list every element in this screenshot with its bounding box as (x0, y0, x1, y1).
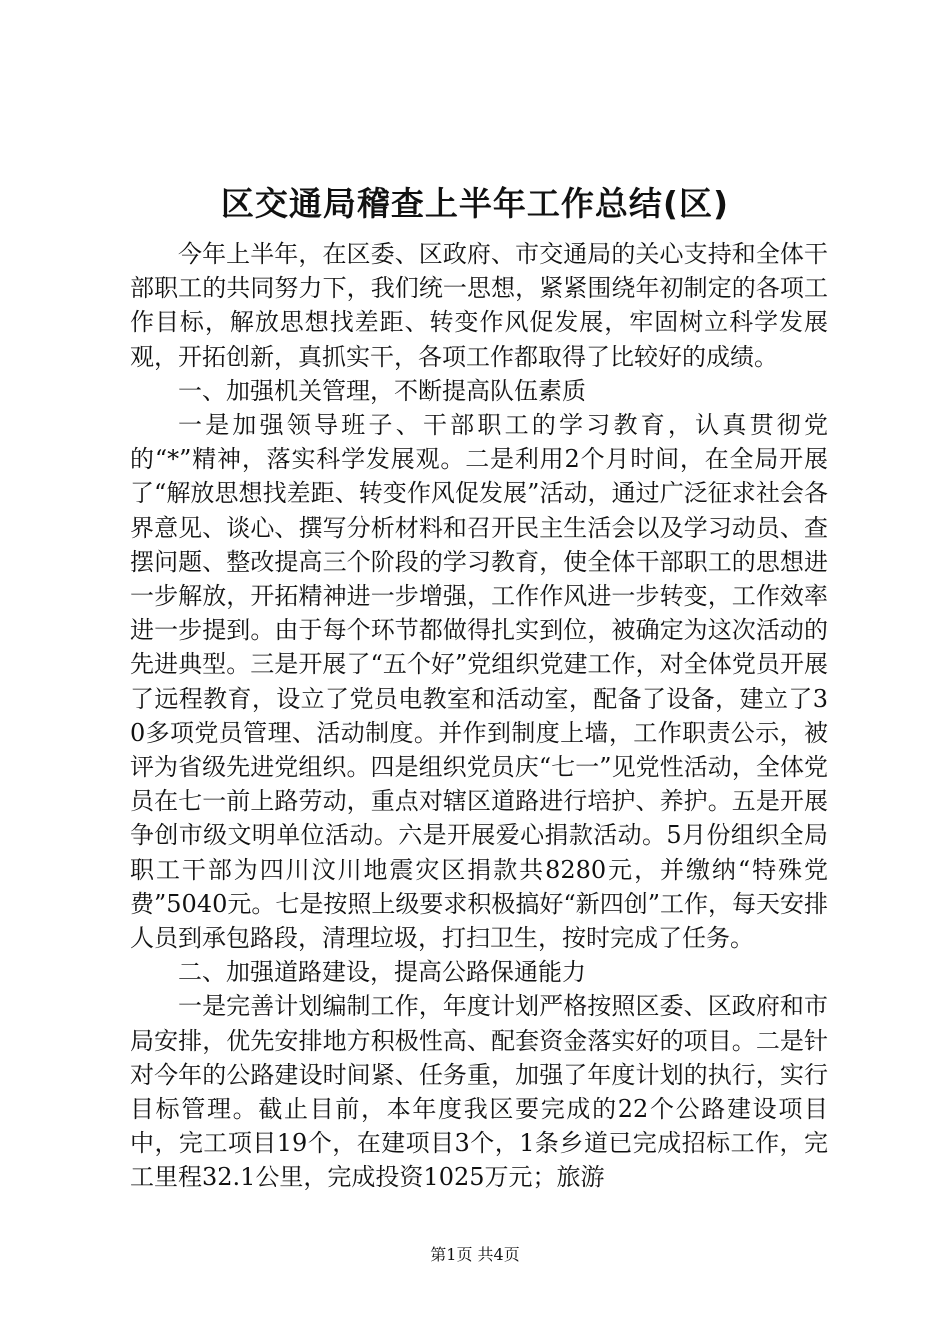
document-body (130, 237, 828, 1195)
document-title: 区交通局稽查上半年工作总结(区) (220, 184, 730, 223)
section-heading-2: 二、加强道路建设，提高公路保通能力 (178, 958, 586, 987)
intro-paragraph: 今年上半年，在区委、区政府、市交通局的关心支持和全体干部职工的共同努力下，我们统一思想，紧紧围绕年初制定的各项工作目标，解放思想找差距、转变作风促发展，牢固树立科学发展观，开拓创新，真抓实干，各项工作都取得了比较好的成绩。 (130, 240, 828, 371)
section-2-paragraph: 一是完善计划编制工作，年度计划严格按照区委、区政府和市局安排，优先安排地方积极性高、配套资金落实好的项目。二是针对今年的公路建设时间紧、任务重，加强了年度计划的执行，实行目标管理。截止目前，本年度我区要完成的22个公路建设项目中，完工项目19个，在建项目3个，1条乡道已完成招标工作，完工里程32.1公里，完成投资1025万元；旅游 (130, 992, 828, 1192)
page-footer: 第1页 共4页 (430, 1245, 520, 1264)
section-1-paragraph: 一是加强领导班子、干部职工的学习教育，认真贯彻党的“*”精神，落实科学发展观。二是利用2个月时间，在全局开展了“解放思想找差距、转变作风促发展”活动，通过广泛征求社会各界意见、谈心、撰写分析材料和召开民主生活会以及学习动员、查摆问题、整改提高三个阶段的学习教育，使全体干部职工的思想进一步解放，开拓精神进一步增强，工作作风进一步转变，工作效率进一步提到。由于每个环节都做得扎实到位，被确定为这次活动的先进典型。三是开展了“五个好”党组织党建工作，对全体党员开展了远程教育，设立了党员电教室和活动室，配备了设备，建立了30多项党员管理、活动制度。并作到制度上墙，工作职责公示，被评为省级先进党组织。四是组织党员庆“七一”见党性活动，全体党员在七一前上路劳动，重点对辖区道路进行培护、养护。五是开展争创市级文明单位活动。六是开展爱心捐款活动。5月份组织全局职工干部为四川汶川地震灾区捐款共8280元，并缴纳“特殊党费”5040元。七是按照上级要求积极搞好“新四创”工作，每天安排人员到承包路段，清理垃圾，打扫卫生，按时完成了任务。 (130, 411, 828, 953)
section-heading-1: 一、加强机关管理，不断提高队伍素质 (178, 376, 586, 405)
